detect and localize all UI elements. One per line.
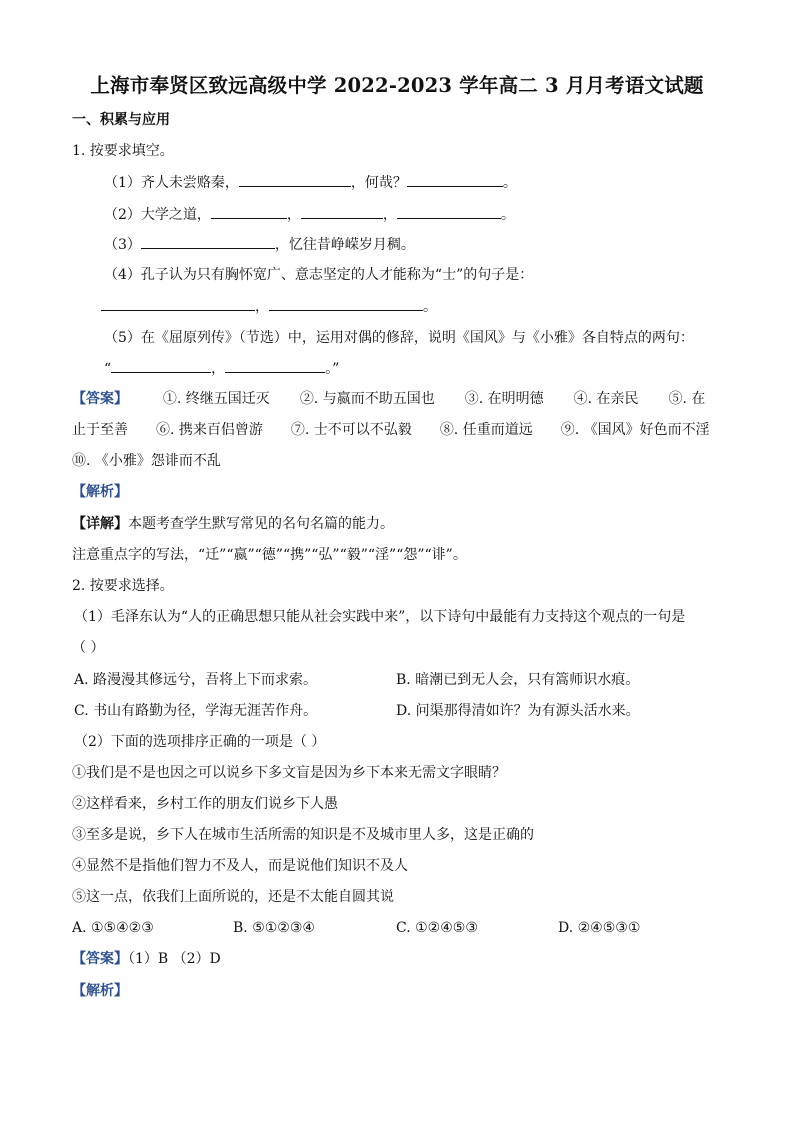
answer-item: ⑦. 士不可以不弘毅 [290, 422, 412, 438]
answer-tag: 【答案】 [72, 391, 128, 407]
answer-text: （1）B （2）D [128, 951, 221, 967]
item-text: 。 [500, 207, 515, 223]
item-text: ， [382, 207, 397, 223]
option-a[interactable]: A. 路漫漫其修远兮，吾将上下而求索。 [74, 672, 318, 688]
question-1-item-1 [104, 172, 517, 193]
answer-tag: 【答案】 [72, 951, 128, 967]
option-b[interactable]: B. 暗潮已到无人会，只有篙师识水痕。 [396, 672, 640, 688]
detail-line [72, 514, 394, 534]
choice-b[interactable]: B. ⑤①②③④ [233, 920, 315, 936]
answer-blank[interactable] [141, 234, 275, 249]
question-1-answer-line-3: ⑩. 《小雅》怨诽而不乱 [72, 453, 221, 469]
answer-item: ③. 在明明德 [464, 391, 544, 407]
sentence-5: ⑤这一点，依我们上面所说的，还是不太能自圆其说 [72, 889, 394, 905]
answer-item: ⑨. 《国风》好色而不淫 [560, 422, 710, 438]
question-2-part-1-paren: （ ） [72, 640, 105, 656]
question-1-item-4-blanks [101, 296, 437, 317]
item-text: ，何哉？ [350, 175, 407, 191]
item-text: （3） [104, 237, 141, 253]
question-1-answer-line-2 [72, 420, 710, 440]
answer-item: ⑥. 携来百侣曾游 [156, 422, 263, 438]
answer-blank[interactable] [101, 296, 255, 311]
detail-tag: 【详解】 [72, 516, 128, 532]
choice-c[interactable]: C. ①②④⑤③ [396, 920, 478, 936]
option-c[interactable]: C. 书山有路勤为径，学海无涯苦作舟。 [74, 703, 318, 719]
answer-item: ⑧. 任重而道远 [439, 422, 533, 438]
question-2-part-1: （1）毛泽东认为“人的正确思想只能从社会实践中来”，以下诗句中最能有力支持这个观点的一句是 [74, 609, 686, 625]
answer-item: ⑤. 在 [668, 391, 706, 407]
sentence-2: ②这样看来，乡村工作的朋友们说乡下人愚 [72, 796, 338, 812]
answer-blank[interactable] [301, 204, 383, 219]
item-text: 。 [423, 299, 437, 315]
detail-note: 注意重点字的写法，“迁”“嬴”“德”“携”“弘”“毅”“淫”“怨”“诽”。 [72, 547, 467, 563]
option-d[interactable]: D. 问渠那得清如许？为有源头活水来。 [396, 703, 640, 719]
analysis-tag: 【解析】 [72, 983, 128, 999]
question-1-item-5: （5）在《屈原列传》（节选）中，运用对偶的修辞，说明《国风》与《小雅》各自特点的两句： [104, 330, 694, 346]
item-text: ， [211, 361, 226, 377]
question-2-stem: 2. 按要求选择。 [72, 578, 174, 594]
question-2-answer [72, 949, 221, 969]
answer-item: 止于至善 [72, 422, 128, 438]
question-1-answer-line-1 [72, 389, 705, 409]
page-title: 上海市奉贤区致远高级中学 2022-2023 学年高二 3 月月考语文试题 [90, 74, 704, 97]
answer-blank[interactable] [225, 358, 325, 373]
analysis-tag: 【解析】 [72, 484, 128, 500]
item-text: ，忆往昔峥嵘岁月稠。 [274, 237, 415, 253]
question-2-part-2: （2）下面的选项排序正确的一项是（ ） [74, 734, 326, 750]
question-1-item-3 [104, 234, 415, 255]
item-text: ， [255, 299, 269, 315]
answer-blank[interactable] [239, 172, 351, 187]
choice-d[interactable]: D. ②④⑤③① [558, 920, 641, 936]
choice-a[interactable]: A. ①⑤④②③ [72, 920, 154, 936]
item-text: 。” [325, 361, 340, 377]
item-text: （1）齐人未尝赂秦， [104, 175, 239, 191]
sentence-4: ④显然不是指他们智力不及人，而是说他们知识不及人 [72, 858, 408, 874]
answer-item: ④. 在亲民 [573, 391, 639, 407]
answer-item: ②. 与嬴而不助五国也 [299, 391, 435, 407]
answer-item: ①. 终继五国迁灭 [162, 391, 270, 407]
item-text: 。 [502, 175, 517, 191]
question-1-item-2 [104, 204, 515, 225]
sentence-1: ①我们是不是也因之可以说乡下多文盲是因为乡下本来无需文字眼睛？ [72, 765, 506, 781]
question-1-item-5-blanks [104, 358, 339, 379]
answer-blank[interactable] [269, 296, 423, 311]
section-heading: 一、积累与应用 [72, 112, 170, 128]
answer-blank[interactable] [407, 172, 503, 187]
item-text: ， [286, 207, 301, 223]
answer-blank[interactable] [397, 204, 501, 219]
answer-blank[interactable] [211, 204, 287, 219]
item-text: （2）大学之道， [104, 207, 211, 223]
answer-blank[interactable] [111, 358, 211, 373]
detail-text: 本题考查学生默写常见的名句名篇的能力。 [128, 516, 394, 532]
sentence-3: ③至多是说，乡下人在城市生活所需的知识是不及城市里人多，这是正确的 [72, 827, 534, 843]
question-1-stem: 1. 按要求填空。 [72, 143, 174, 159]
question-1-item-4: （4）孔子认为只有胸怀宽广、意志坚定的人才能称为“士”的句子是： [104, 267, 534, 283]
item-text: “ [104, 361, 112, 377]
